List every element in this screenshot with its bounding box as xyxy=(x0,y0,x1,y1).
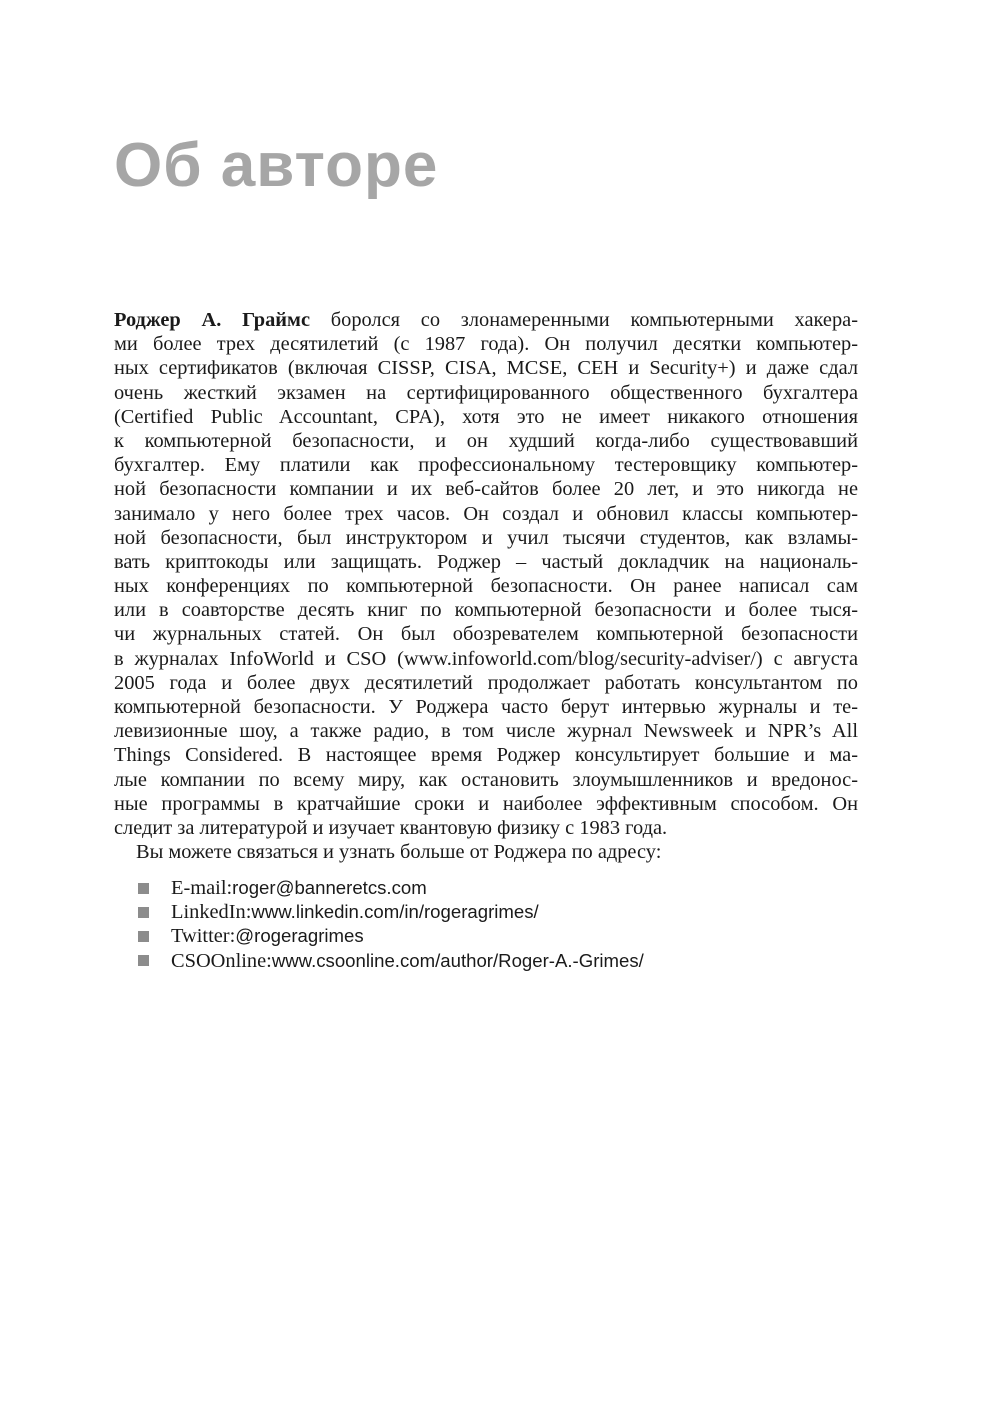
square-bullet-icon xyxy=(138,931,149,942)
contact-label: LinkedIn: xyxy=(171,901,252,924)
bio-line: ных конференциях по компьютерной безопасности. Он ранее написал сам xyxy=(114,575,858,598)
contact-item-twitter xyxy=(138,924,644,948)
bio-line: ной безопасности, был инструктором и учил тысячи студентов, как взламы- xyxy=(114,526,858,549)
bio-line: следит за литературой и изучает квантовую физику с 1983 года. xyxy=(114,816,668,839)
bio-line: в журналах InfoWorld и CSO (www.infoworld.com/blog/security-adviser/) с августа xyxy=(114,647,858,670)
bio-line: левизионные шоу, а также радио, в том числе журнал Newsweek и NPR’s All xyxy=(114,720,858,743)
bio-line: ми более трех десятилетий (с 1987 года). Он получил десятки компьютер- xyxy=(114,333,858,356)
linkedin-link[interactable]: www.linkedin.com/in/rogeragrimes/ xyxy=(251,901,539,923)
bio-line: ные программы в кратчайшие сроки и наиболее эффективным способом. Он xyxy=(114,792,858,815)
bio-line: лые компании по всему миру, как остановить злоумышленников и вредонос- xyxy=(114,768,858,791)
bio-line: бухгалтер. Ему платили как профессиональному тестеровщику компьютер- xyxy=(114,454,858,477)
twitter-handle[interactable]: @rogeragrimes xyxy=(235,925,364,947)
bio-line: ной безопасности компании и их веб-сайтов более 20 лет, и это никогда не xyxy=(114,478,858,501)
bio-line: компьютерной безопасности. У Роджера часто берут интервью журналы и те- xyxy=(114,696,858,718)
bio-line: или в соавторстве десять книг по компьютерной безопасности и более тыся- xyxy=(114,599,858,622)
email-link[interactable]: roger@banneretcs.com xyxy=(232,877,427,898)
bio-line: вать криптокоды или защищать. Роджер – частый докладчик на националь- xyxy=(114,550,858,573)
square-bullet-icon xyxy=(138,883,149,894)
contact-item-email xyxy=(138,876,644,900)
square-bullet-icon xyxy=(138,955,149,966)
author-bio xyxy=(114,308,858,864)
contact-item-csoonline xyxy=(138,949,644,973)
bio-line: 2005 года и более двух десятилетий продолжает работать консультантом по xyxy=(114,671,858,694)
bio-line: занимало у него более трех часов. Он создал и обновил классы компьютер- xyxy=(114,502,858,525)
square-bullet-icon xyxy=(138,907,149,918)
contact-list xyxy=(138,876,644,973)
bio-line: Роджер А. Граймс боролся со злонамеренными компьютерными хакера- xyxy=(114,309,858,331)
bio-line: ных сертификатов (включая CISSP, CISA, MCSE, CEH и Security+) и даже сдал xyxy=(114,357,858,380)
bio-line: чи журнальных статей. Он был обозревателем компьютерной безопасности xyxy=(114,623,858,646)
author-name: Роджер А. Граймс xyxy=(114,309,310,331)
page-title: Об авторе xyxy=(114,131,439,200)
bio-line: Things Considered. В настоящее время Роджер консультирует большие и ма- xyxy=(114,744,858,767)
contact-item-linkedin xyxy=(138,900,644,924)
contact-label: Twitter: xyxy=(171,925,236,948)
bio-line: к компьютерной безопасности, и он худший когда-либо существовавший xyxy=(114,429,858,452)
bio-line: очень жесткий экзамен на сертифицированного общественного бухгалтера xyxy=(114,381,858,404)
contact-label: E-mail: xyxy=(171,877,233,899)
bio-line: (Certified Public Accountant, CPA), хотя это не имеет никакого отношения xyxy=(114,405,858,428)
contact-intro: Вы можете связаться и узнать больше от Роджера по адресу: xyxy=(136,841,662,864)
contact-label: CSOOnline: xyxy=(171,949,272,972)
csoonline-link[interactable]: www.csoonline.com/author/Roger-A.-Grimes/ xyxy=(271,949,644,971)
